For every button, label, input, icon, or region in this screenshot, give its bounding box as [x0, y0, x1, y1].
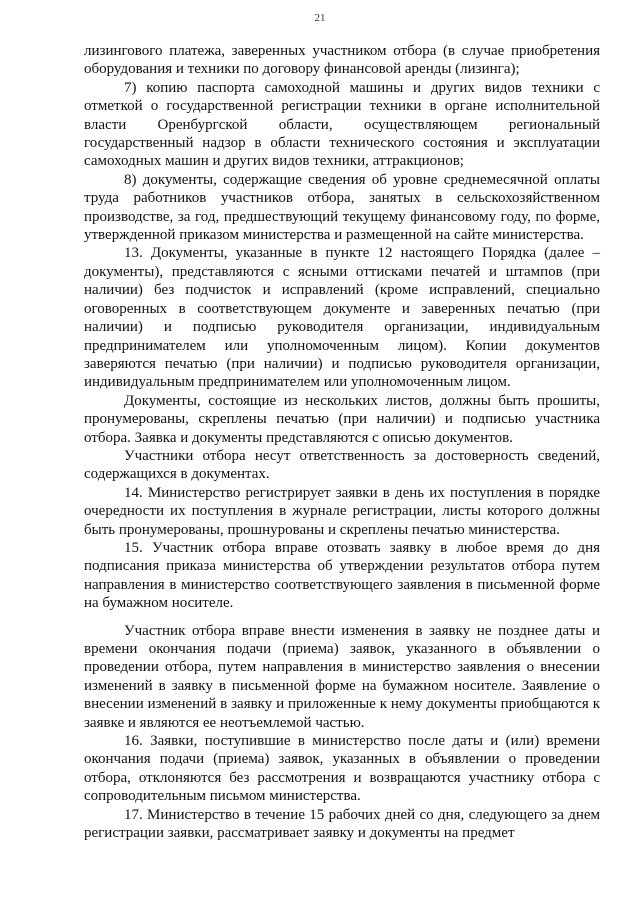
paragraph-item-7: 7) копию паспорта самоходной машины и других видов техники с отметкой о государственной регистрации техники в органе исполнительной власти Оренбургской области, осуществляющем региональный государственный надзор в области технического состояния и эксплуатации самоходных машин и других видов техники, аттракционов;	[84, 79, 600, 170]
paragraph-clause-15: 15. Участник отбора вправе отозвать заявку в любое время до дня подписания приказа министерства об утверждении результатов отбора путем направления в министерство соответствующего заявления в письменной форме на бумажном носителе.	[84, 539, 600, 612]
document-body	[84, 42, 600, 842]
paragraph-clause-17: 17. Министерство в течение 15 рабочих дней со дня, следующего за днем регистрации заявки, рассматривает заявку и документы на предмет	[84, 806, 600, 842]
paragraph-changes: Участник отбора вправе внести изменения в заявку не позднее даты и времени окончания подачи (приема) заявок, указанного в объявлении о проведении отбора, путем направления в министерство заявления о внесении изменений в заявку в письменной форме на бумажном носителе. Заявление о внесении изменений в заявку и приложенные к нему документы приобщаются к заявке и являются ее неотъемлемой частью.	[84, 622, 600, 731]
paragraph-documents-binding: Документы, состоящие из нескольких листов, должны быть прошиты, пронумерованы, скреплены печатью (при наличии) и подписью участника отбора. Заявка и документы представляются с описью документов.	[84, 392, 600, 446]
paragraph-continuation: лизингового платежа, заверенных участником отбора (в случае приобретения оборудования и техники по договору финансовой аренды (лизинга);	[84, 43, 600, 78]
paragraph-clause-14: 14. Министерство регистрирует заявки в день их поступления в порядке очередности их поступления в журнале регистрации, листы которого должны быть пронумерованы, прошнурованы и скреплены печатью министерства.	[84, 484, 600, 538]
paragraph-clause-13: 13. Документы, указанные в пункте 12 настоящего Порядка (далее – документы), представляются с ясными оттисками печатей и штампов (при наличии) без подчисток и исправлений (кроме исправлений, специально оговоренных в соответствующем документе и заверенных печатью (при наличии) и подписью руководителя организации, индивидуальным предпринимателем или уполномоченным лицом). Копии документов заверяются печатью (при наличии) и подписью руководителя организации, индивидуальным предпринимателем или уполномоченным лицом.	[84, 245, 600, 391]
paragraph-responsibility: Участники отбора несут ответственность за достоверность сведений, содержащихся в документах.	[84, 447, 600, 483]
paragraph-item-8: 8) документы, содержащие сведения об уровне среднемесячной оплаты труда работников участников отбора, занятых в сельскохозяйственном производстве, за год, предшествующий текущему финансовому году, по форме, утвержденной приказом министерства и размещенной на сайте министерства.	[84, 171, 600, 244]
paragraph-clause-16: 16. Заявки, поступившие в министерство после даты и (или) времени окончания подачи (приема) заявок, указанных в объявлении о проведении отбора, отклоняются без рассмотрения и возвращаются участнику отбора с сопроводительным письмом министерства.	[84, 733, 600, 805]
page-number: 21	[314, 12, 326, 24]
